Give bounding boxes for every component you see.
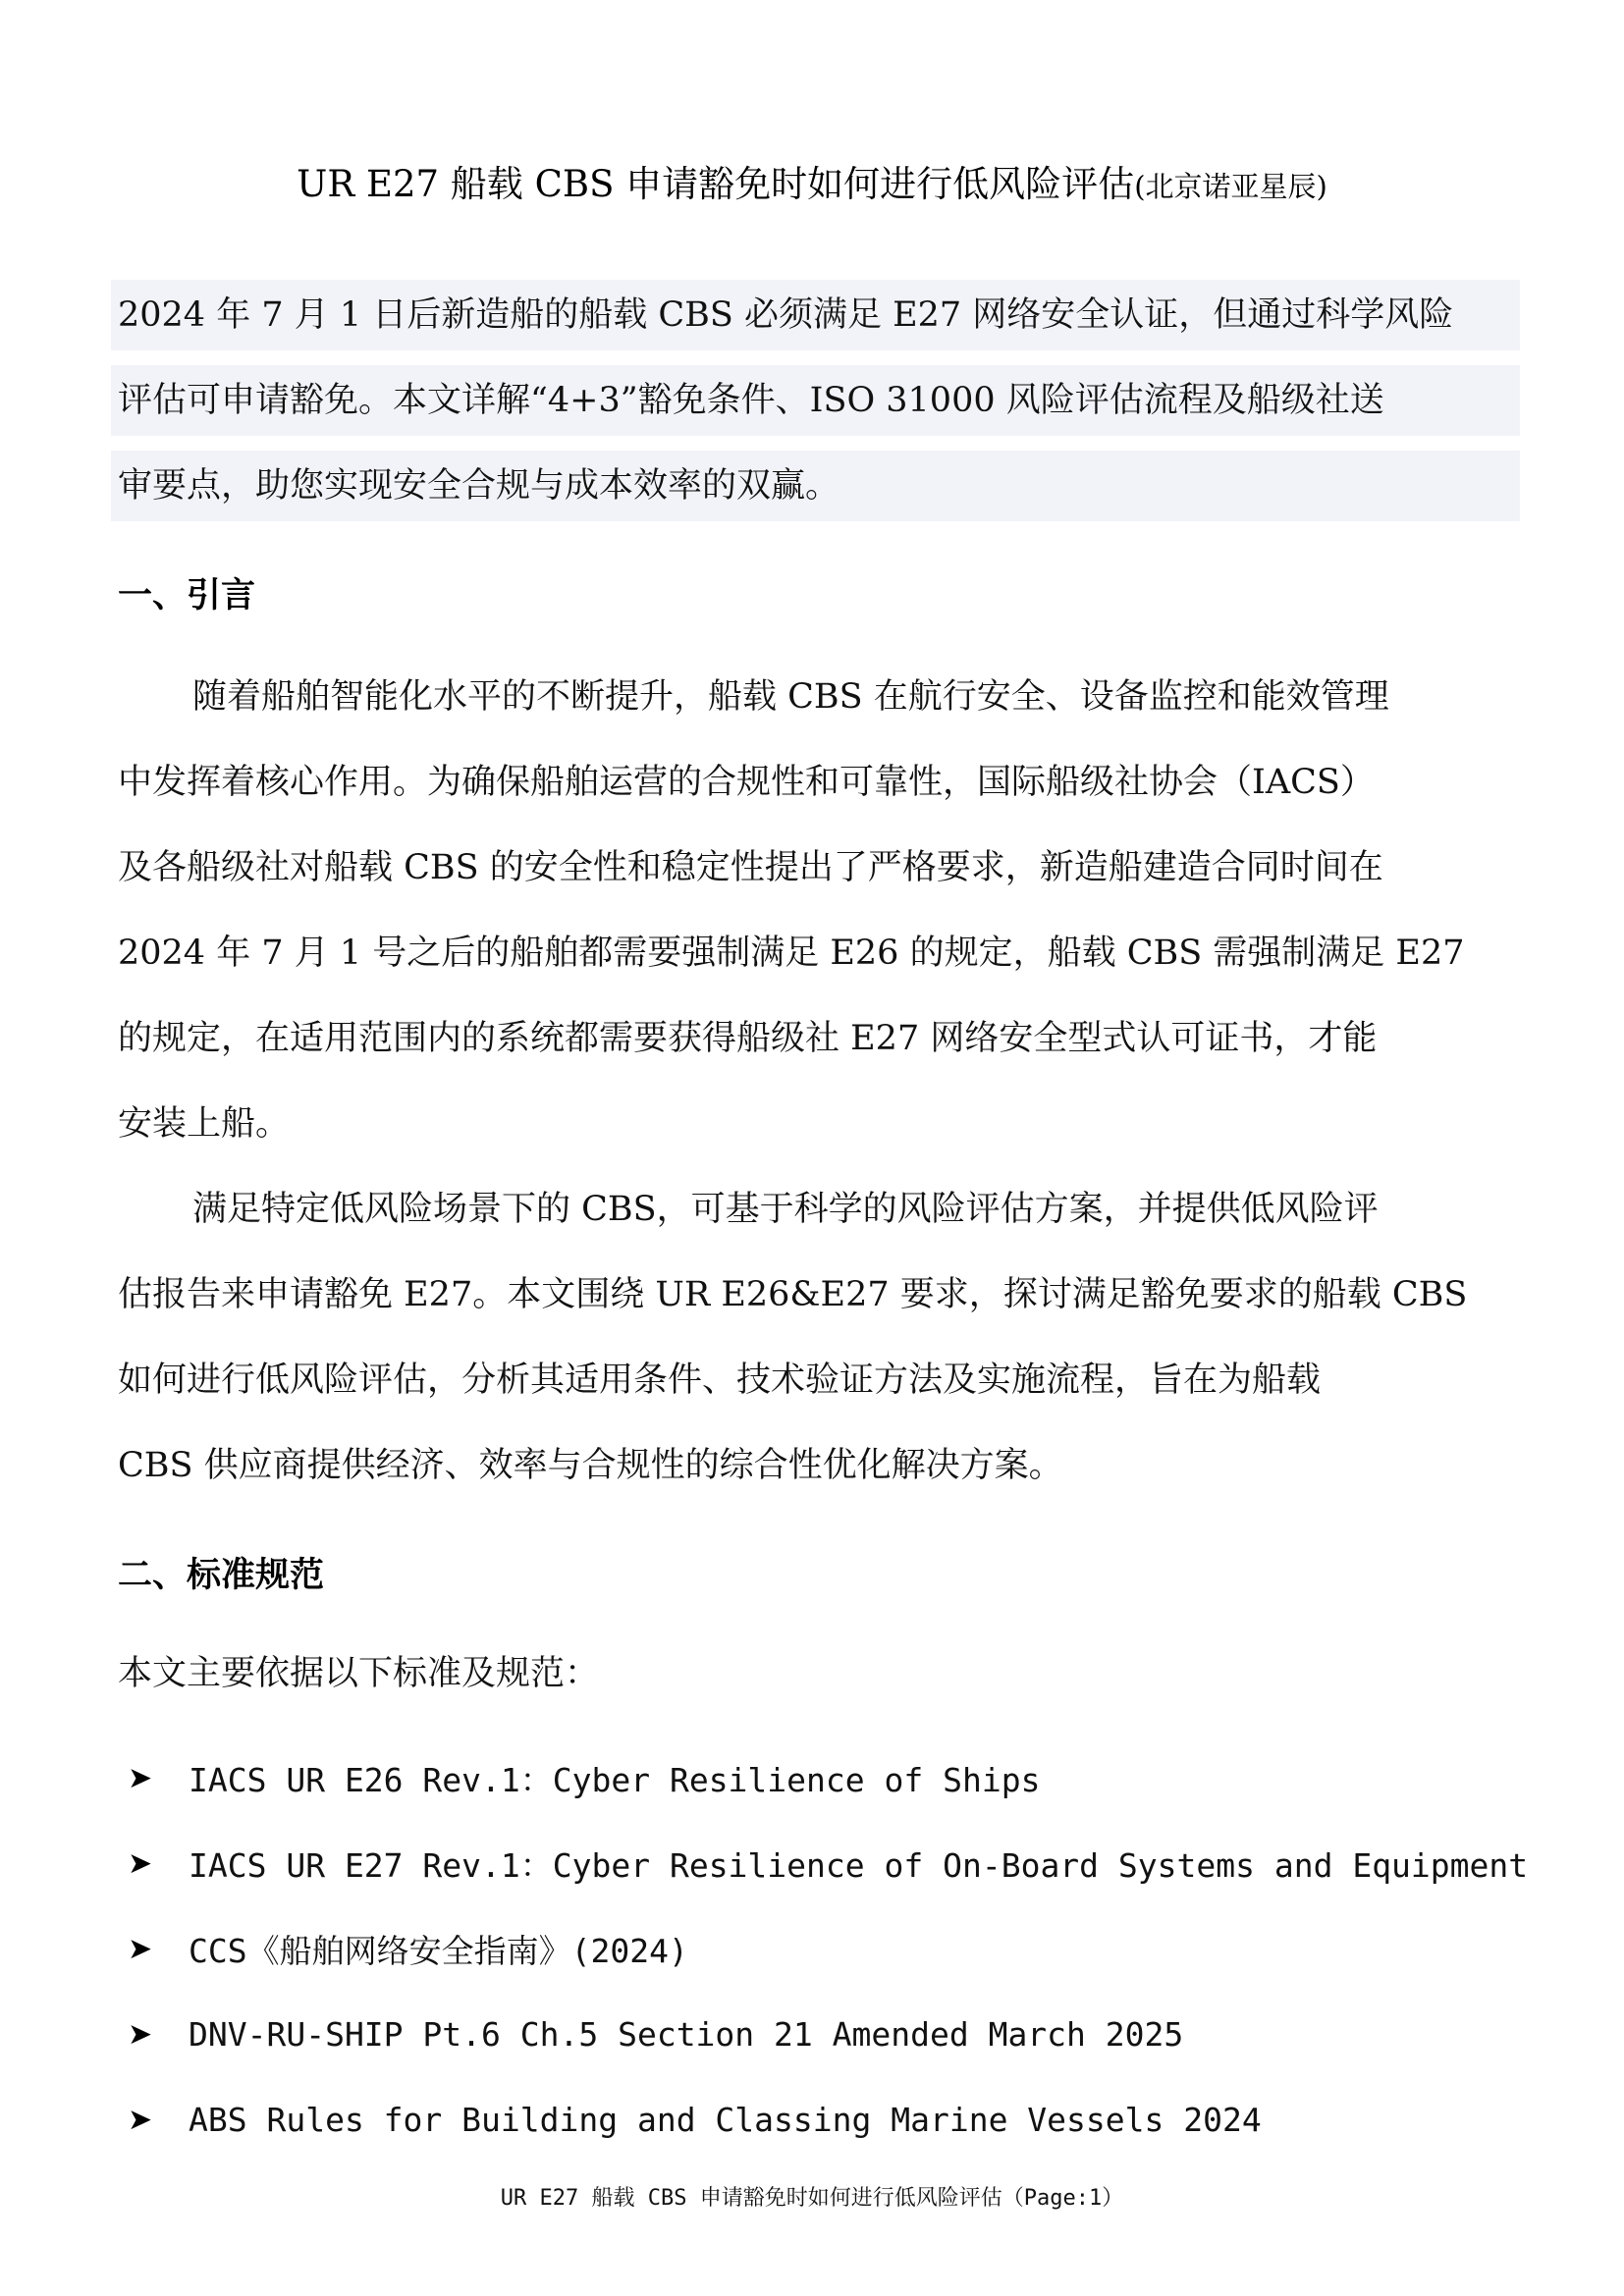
page-footer: UR E27 船载 CBS 申请豁免时如何进行低风险评估（Page:1） xyxy=(500,2186,1124,2211)
list-item xyxy=(128,1906,1532,1992)
document-title xyxy=(0,157,1624,214)
standards-list xyxy=(128,1735,1532,2163)
arrow-bullet-icon: ➤ xyxy=(128,2103,153,2137)
paragraph-line: 2024 年 7 月 1 号之后的船舶都需要强制满足 E26 的规定，船载 CBS 需强制满足 E27 xyxy=(118,934,1465,973)
list-item-text: ABS Rules for Building and Classing Marine Vessels 2024 xyxy=(189,2101,1262,2139)
list-item xyxy=(128,1735,1532,1821)
introduction-paragraph-1 xyxy=(118,655,1512,1167)
paragraph-line: 满足特定低风险场景下的 CBS，可基于科学的风险评估方案，并提供低风险评 xyxy=(192,1190,1379,1229)
list-item xyxy=(128,1992,1532,2077)
list-item-text: IACS UR E26 Rev.1：Cyber Resilience of Ships xyxy=(189,1761,1041,1799)
arrow-bullet-icon: ➤ xyxy=(128,1761,153,1795)
list-item xyxy=(128,2077,1532,2163)
abstract-line: 2024 年 7 月 1 日后新造船的船载 CBS 必须满足 E27 网络安全认证，但通过科学风险 xyxy=(111,280,1520,350)
list-item-text: IACS UR E27 Rev.1：Cyber Resilience of On-Board Systems and Equipment xyxy=(189,1846,1529,1885)
paragraph-line: 的规定，在适用范围内的系统都需要获得船级社 E27 网络安全型式认可证书，才能 xyxy=(118,1019,1378,1058)
arrow-bullet-icon: ➤ xyxy=(128,2017,153,2052)
list-item-text: DNV-RU-SHIP Pt.6 Ch.5 Section 21 Amended March 2025 xyxy=(189,2015,1184,2054)
arrow-bullet-icon: ➤ xyxy=(128,1932,153,1966)
title-subtitle: (北京诺亚星辰) xyxy=(1134,170,1327,203)
list-item xyxy=(128,1821,1532,1906)
abstract-line: 评估可申请豁免。本文详解“4+3”豁免条件、ISO 31000 风险评估流程及船级社送 xyxy=(111,365,1520,436)
abstract-block xyxy=(111,280,1520,536)
section-heading-introduction: 一、引言 xyxy=(118,575,256,615)
paragraph-line: CBS 供应商提供经济、效率与合规性的综合性优化解决方案。 xyxy=(118,1446,1063,1485)
title-main: UR E27 船载 CBS 申请豁免时如何进行低风险评估 xyxy=(297,163,1135,205)
paragraph-line: 随着船舶智能化水平的不断提升，船载 CBS 在航行安全、设备监控和能效管理 xyxy=(192,677,1389,717)
paragraph-line: 及各船级社对船载 CBS 的安全性和稳定性提出了严格要求，新造船建造合同时间在 xyxy=(118,848,1383,887)
paragraph-line: 中发挥着核心作用。为确保船舶运营的合规性和可靠性，国际船级社协会（IACS） xyxy=(118,763,1375,802)
standards-intro: 本文主要依据以下标准及规范： xyxy=(118,1654,600,1693)
paragraph-line: 安装上船。 xyxy=(118,1104,291,1144)
introduction-paragraph-2 xyxy=(118,1167,1512,1509)
section-heading-standards: 二、标准规范 xyxy=(118,1555,325,1595)
list-item-text: CCS《船舶网络安全指南》(2024) xyxy=(189,1932,688,1970)
arrow-bullet-icon: ➤ xyxy=(128,1846,153,1881)
paragraph-line: 估报告来申请豁免 E27。本文围绕 UR E26&E27 要求，探讨满足豁免要求的船载 CBS xyxy=(118,1275,1468,1314)
abstract-line: 审要点，助您实现安全合规与成本效率的双赢。 xyxy=(111,451,1520,521)
paragraph-line: 如何进行低风险评估，分析其适用条件、技术验证方法及实施流程，旨在为船载 xyxy=(118,1361,1322,1400)
